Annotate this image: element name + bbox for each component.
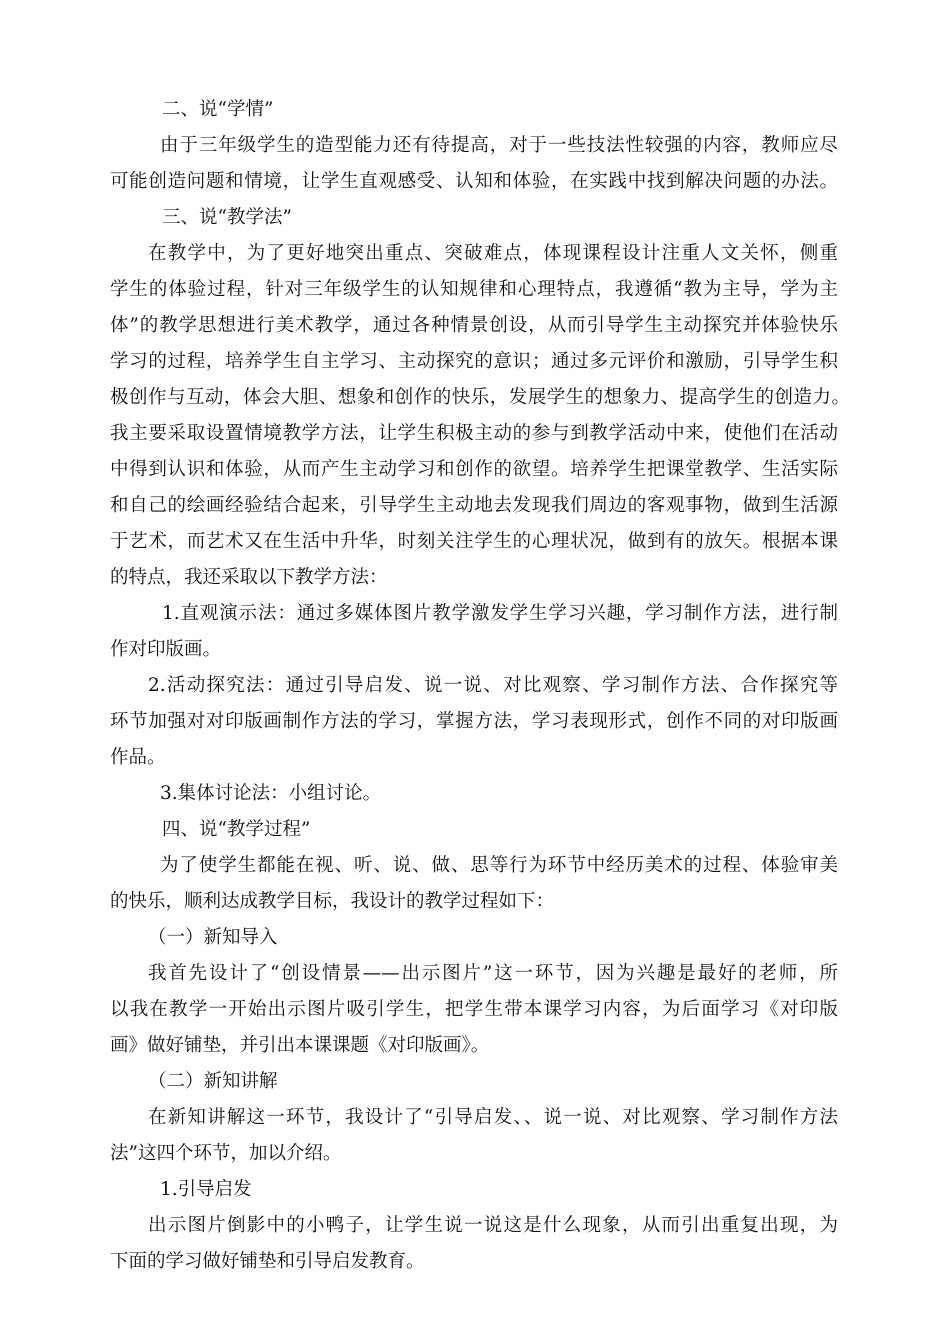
list-item-method-1: 1.直观演示法：通过多媒体图片教学激发学生学习兴趣，学习制作方法，进行制 — [162, 603, 838, 624]
paragraph-line: 于艺术，而艺术又在生活中升华，时刻关注学生的心理状况，做到有的放矢。根据本课 — [110, 531, 838, 552]
paragraph-line: 画》做好铺垫，并引出本课课题《对印版画》。 — [110, 1035, 490, 1056]
paragraph-line: 法”这四个环节，加以介绍。 — [110, 1143, 342, 1164]
paragraph-line: 中得到认识和体验，从而产生主动学习和创作的欲望。培养学生把课堂教学、生活实际 — [110, 459, 838, 480]
heading-learning-situation: 二、说“学情” — [162, 99, 274, 120]
paragraph-line: 学习的过程，培养学生自主学习、主动探究的意识；通过多元评价和激励，引导学生积 — [110, 351, 838, 372]
paragraph-line: 环节加强对对印版画制作方法的学习，掌握方法，学习表现形式，创作不同的对印版画 — [110, 711, 838, 732]
list-item-method-3: 3.集体讨论法：小组讨论。 — [160, 783, 382, 804]
paragraph-line: 作对印版画。 — [110, 639, 222, 660]
paragraph-line: 在教学中，为了更好地突出重点、突破难点，体现课程设计注重人文关怀，侧重 — [148, 243, 838, 264]
paragraph-line: 体”的教学思想进行美术教学，通过各种情景创设，从而引导学生主动探究并体验快乐 — [110, 315, 838, 336]
paragraph-line: 以我在教学一开始出示图片吸引学生，把学生带本课学习内容，为后面学习《对印版 — [110, 999, 838, 1020]
paragraph-line: 和自己的绘画经验结合起来，引导学生主动地去发现我们周边的客观事物，做到生活源 — [110, 495, 838, 516]
paragraph-line: 的快乐，顺利达成教学目标，我设计的教学过程如下： — [110, 891, 555, 912]
paragraph-line: 出示图片倒影中的小鸭子，让学生说一说这是什么现象，从而引出重复出现，为 — [148, 1215, 838, 1236]
list-item-guidance: 1.引导启发 — [160, 1179, 252, 1200]
paragraph-line: 在新知讲解这一环节，我设计了“引导启发、、说一说、对比观察、学习制作方法 — [148, 1107, 838, 1128]
heading-teaching-process: 四、说“教学过程” — [162, 819, 311, 840]
paragraph-line: 的特点，我还采取以下教学方法： — [110, 567, 388, 588]
paragraph-line: 作品。 — [110, 747, 166, 768]
paragraph-line: 可能创造问题和情境，让学生直观感受、认知和体验，在实践中找到解决问题的办法。 — [110, 171, 838, 192]
paragraph-line: 学生的体验过程，针对三年级学生的认知规律和心理特点，我遵循“教为主导，学为主 — [110, 279, 838, 300]
paragraph-line: 我主要采取设置情境教学方法，让学生积极主动的参与到教学活动中来，使他们在活动 — [110, 423, 838, 444]
list-item-method-2: 2.活动探究法：通过引导启发、说一说、对比观察、学习制作方法、合作探究等 — [148, 675, 838, 696]
paragraph-line: 由于三年级学生的造型能力还有待提高，对于一些技法性较强的内容，教师应尽 — [160, 135, 838, 156]
subheading-new-knowledge-explain: （二）新知讲解 — [148, 1071, 278, 1092]
heading-teaching-method: 三、说“教学法” — [162, 207, 292, 228]
paragraph-line: 极创作与互动，体会大胆、想象和创作的快乐，发展学生的想象力、提高学生的创造力。 — [110, 387, 850, 408]
paragraph-line: 为了使学生都能在视、听、说、做、思等行为环节中经历美术的过程、体验审美 — [160, 855, 838, 876]
subheading-new-knowledge-intro: （一）新知导入 — [148, 927, 278, 948]
paragraph-line: 下面的学习做好铺垫和引导启发教育。 — [110, 1251, 425, 1272]
paragraph-line: 我首先设计了“创设情景——出示图片”这一环节，因为兴趣是最好的老师，所 — [148, 963, 838, 984]
